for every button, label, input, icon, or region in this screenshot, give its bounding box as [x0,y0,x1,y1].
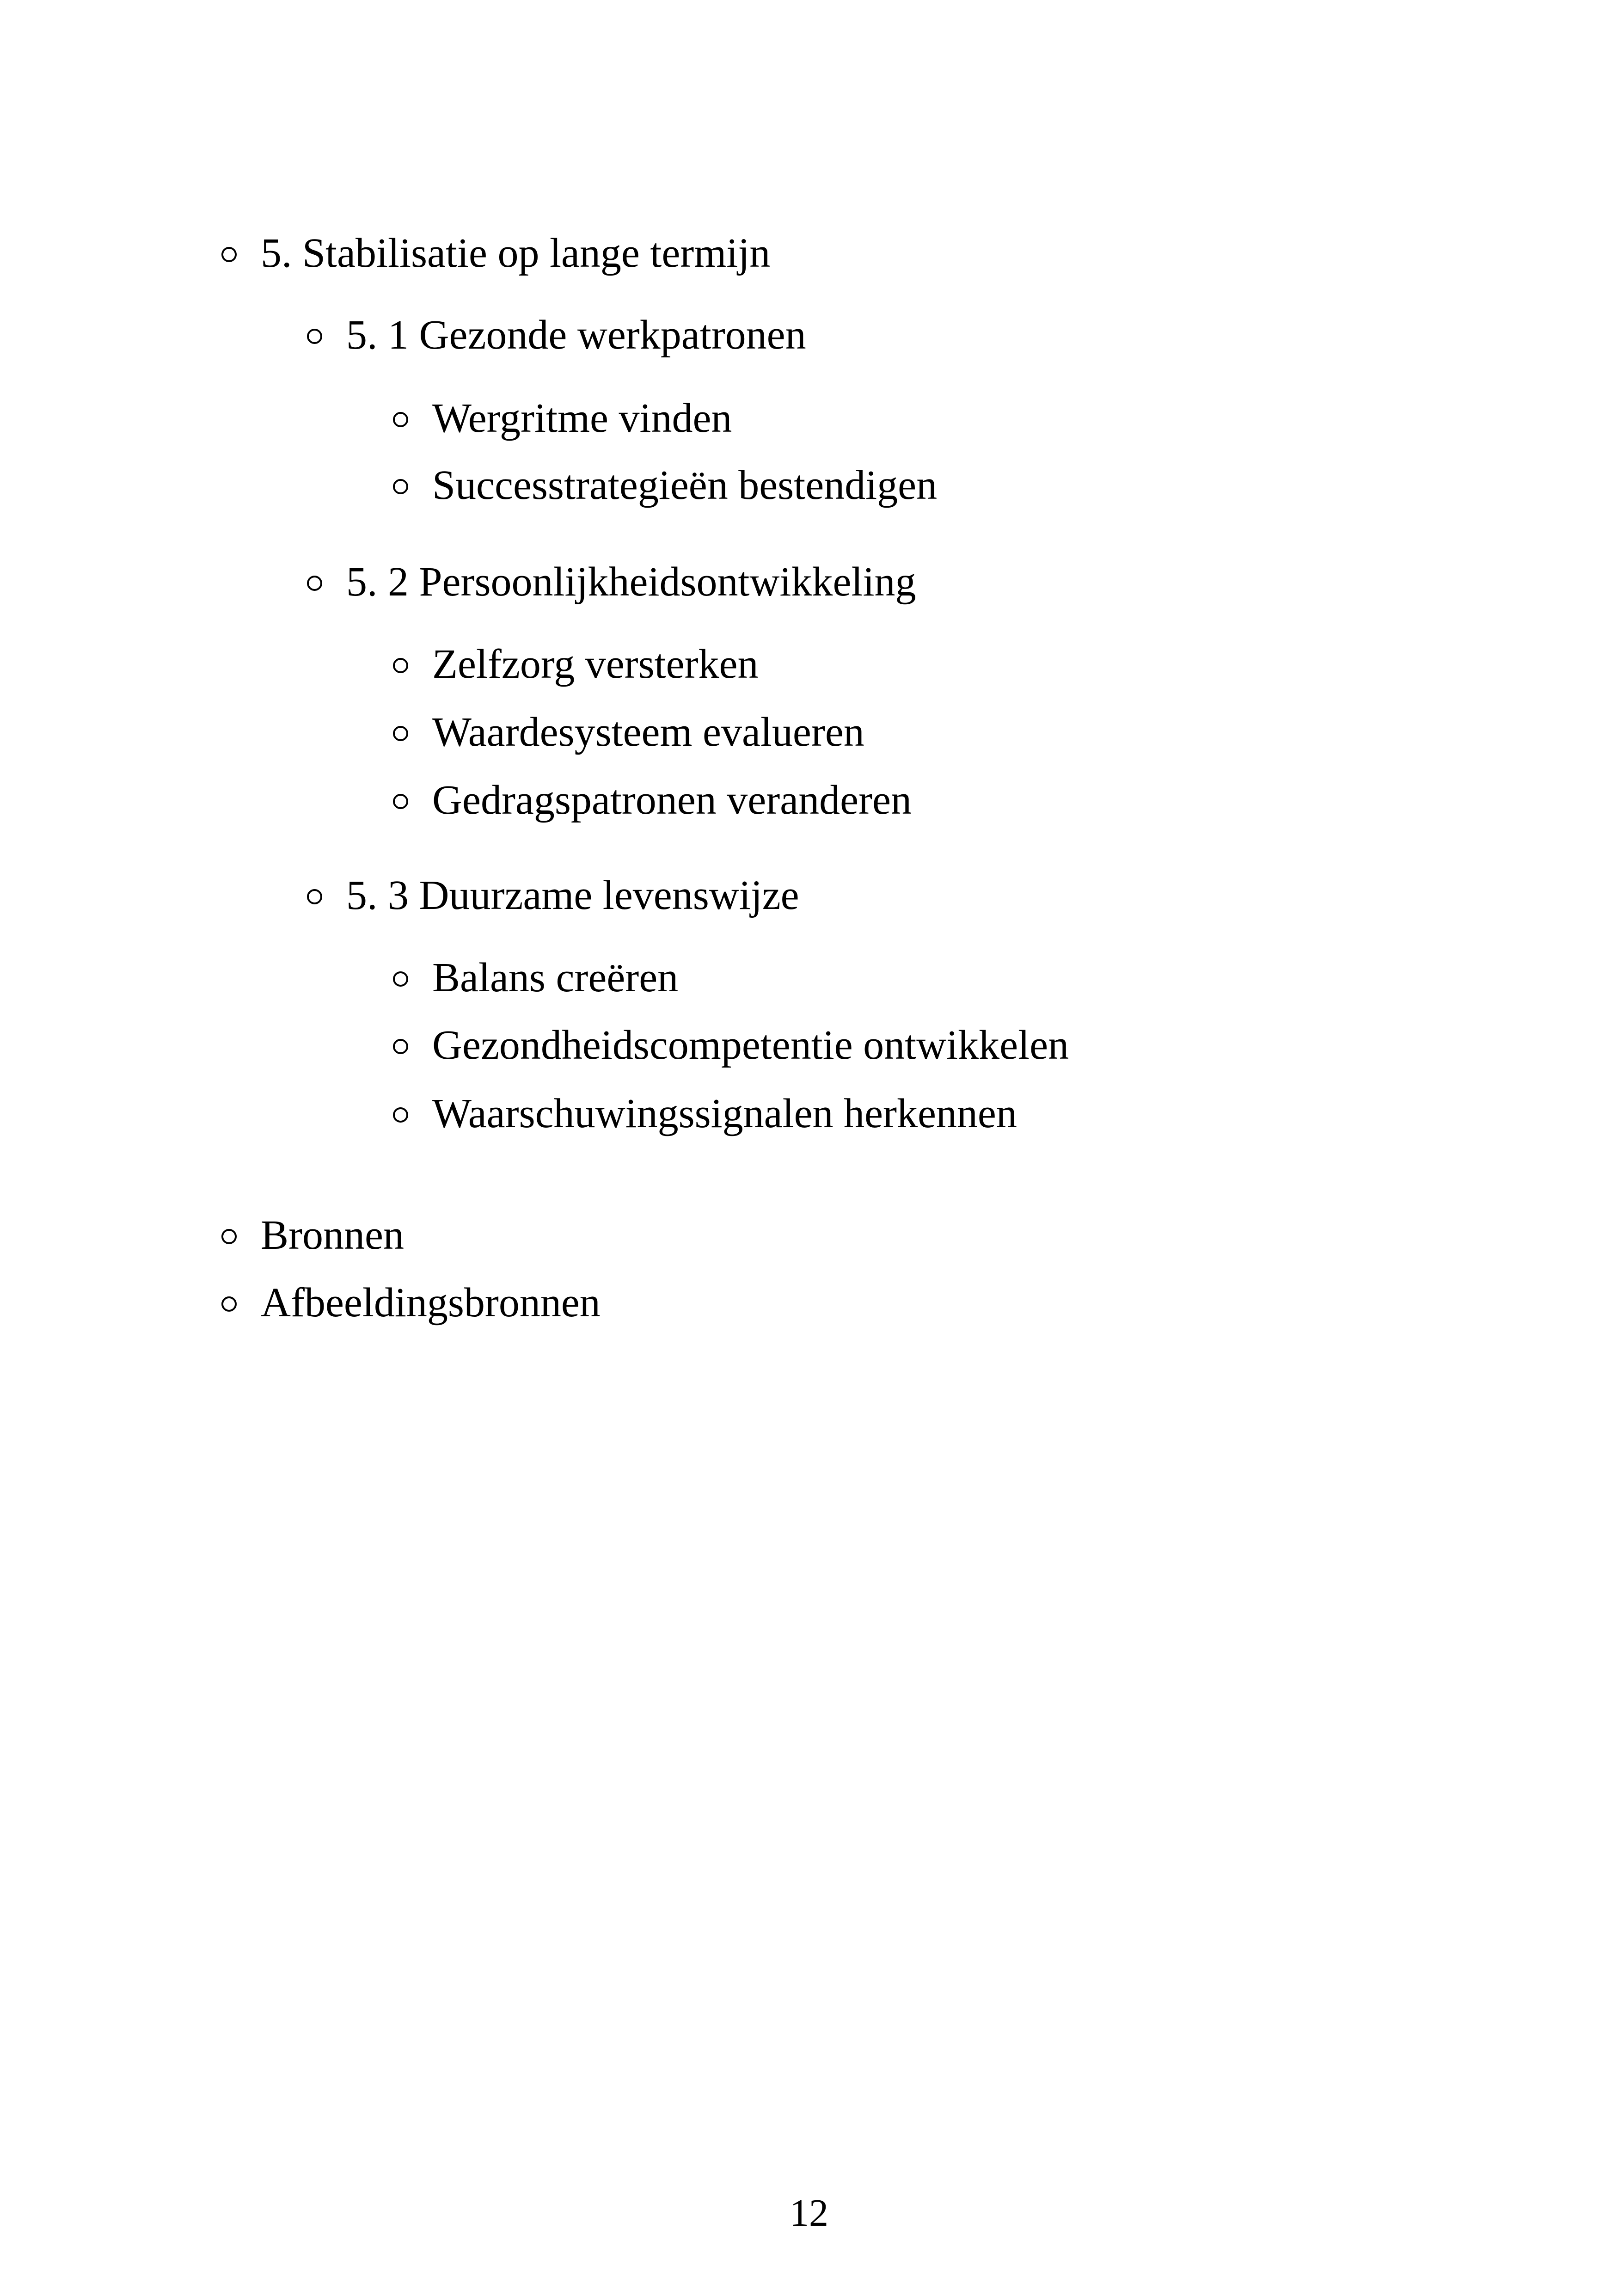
outline-item-label: Successtrategieën bestendigen [432,462,938,508]
hollow-circle-bullet-icon [393,1107,408,1123]
outline-item-section-5 [261,230,771,276]
outline-item-section-5-3 [346,872,799,918]
outline-item-section-5-1 [346,314,806,356]
hollow-circle-bullet-icon [393,412,408,427]
outline-item-label: Zelfzorg versterken [432,641,759,687]
outline-item [432,395,732,441]
outline-item-label: Gedragspatronen veranderen [432,777,912,823]
hollow-circle-bullet-icon [307,889,322,904]
subsection-title: 5. 3 Duurzame levenswijze [346,872,799,918]
outline-item [432,709,864,755]
outline-item-section-5-2 [346,561,916,603]
outline-item [432,777,912,823]
outline-item [432,1093,1017,1135]
hollow-circle-bullet-icon [393,794,408,809]
subsection-title: 5. 2 Persoonlijkheidsontwikkeling [346,559,916,605]
outline-item [432,462,938,508]
outline-item [432,1022,1069,1068]
page-number: 12 [790,2192,828,2235]
hollow-circle-bullet-icon [221,247,237,262]
hollow-circle-bullet-icon [307,329,322,344]
hollow-circle-bullet-icon [221,1229,237,1244]
outline-item [432,957,678,999]
hollow-circle-bullet-icon [393,1039,408,1054]
outline-item-image-sources [261,1282,601,1324]
section-title: 5. Stabilisatie op lange termijn [261,230,771,276]
outline-item-sources [261,1212,404,1258]
hollow-circle-bullet-icon [393,479,408,494]
outline-item-label: Waardesysteem evalueren [432,709,864,755]
outline-item-label: Wergritme vinden [432,395,732,441]
outline-item-label: Gezondheidscompetentie ontwikkelen [432,1022,1069,1068]
hollow-circle-bullet-icon [221,1296,237,1312]
subsection-title: 5. 1 Gezonde werkpatronen [346,312,806,358]
hollow-circle-bullet-icon [393,726,408,741]
outline-item-label: Waarschuwingssignalen herkennen [432,1091,1017,1136]
outline-item-label: Balans creëren [432,955,679,1001]
section-title: Bronnen [261,1212,404,1258]
outline-item [432,641,759,687]
section-title: Afbeeldingsbronnen [261,1280,601,1326]
hollow-circle-bullet-icon [393,971,408,987]
hollow-circle-bullet-icon [393,658,408,673]
hollow-circle-bullet-icon [307,576,322,591]
